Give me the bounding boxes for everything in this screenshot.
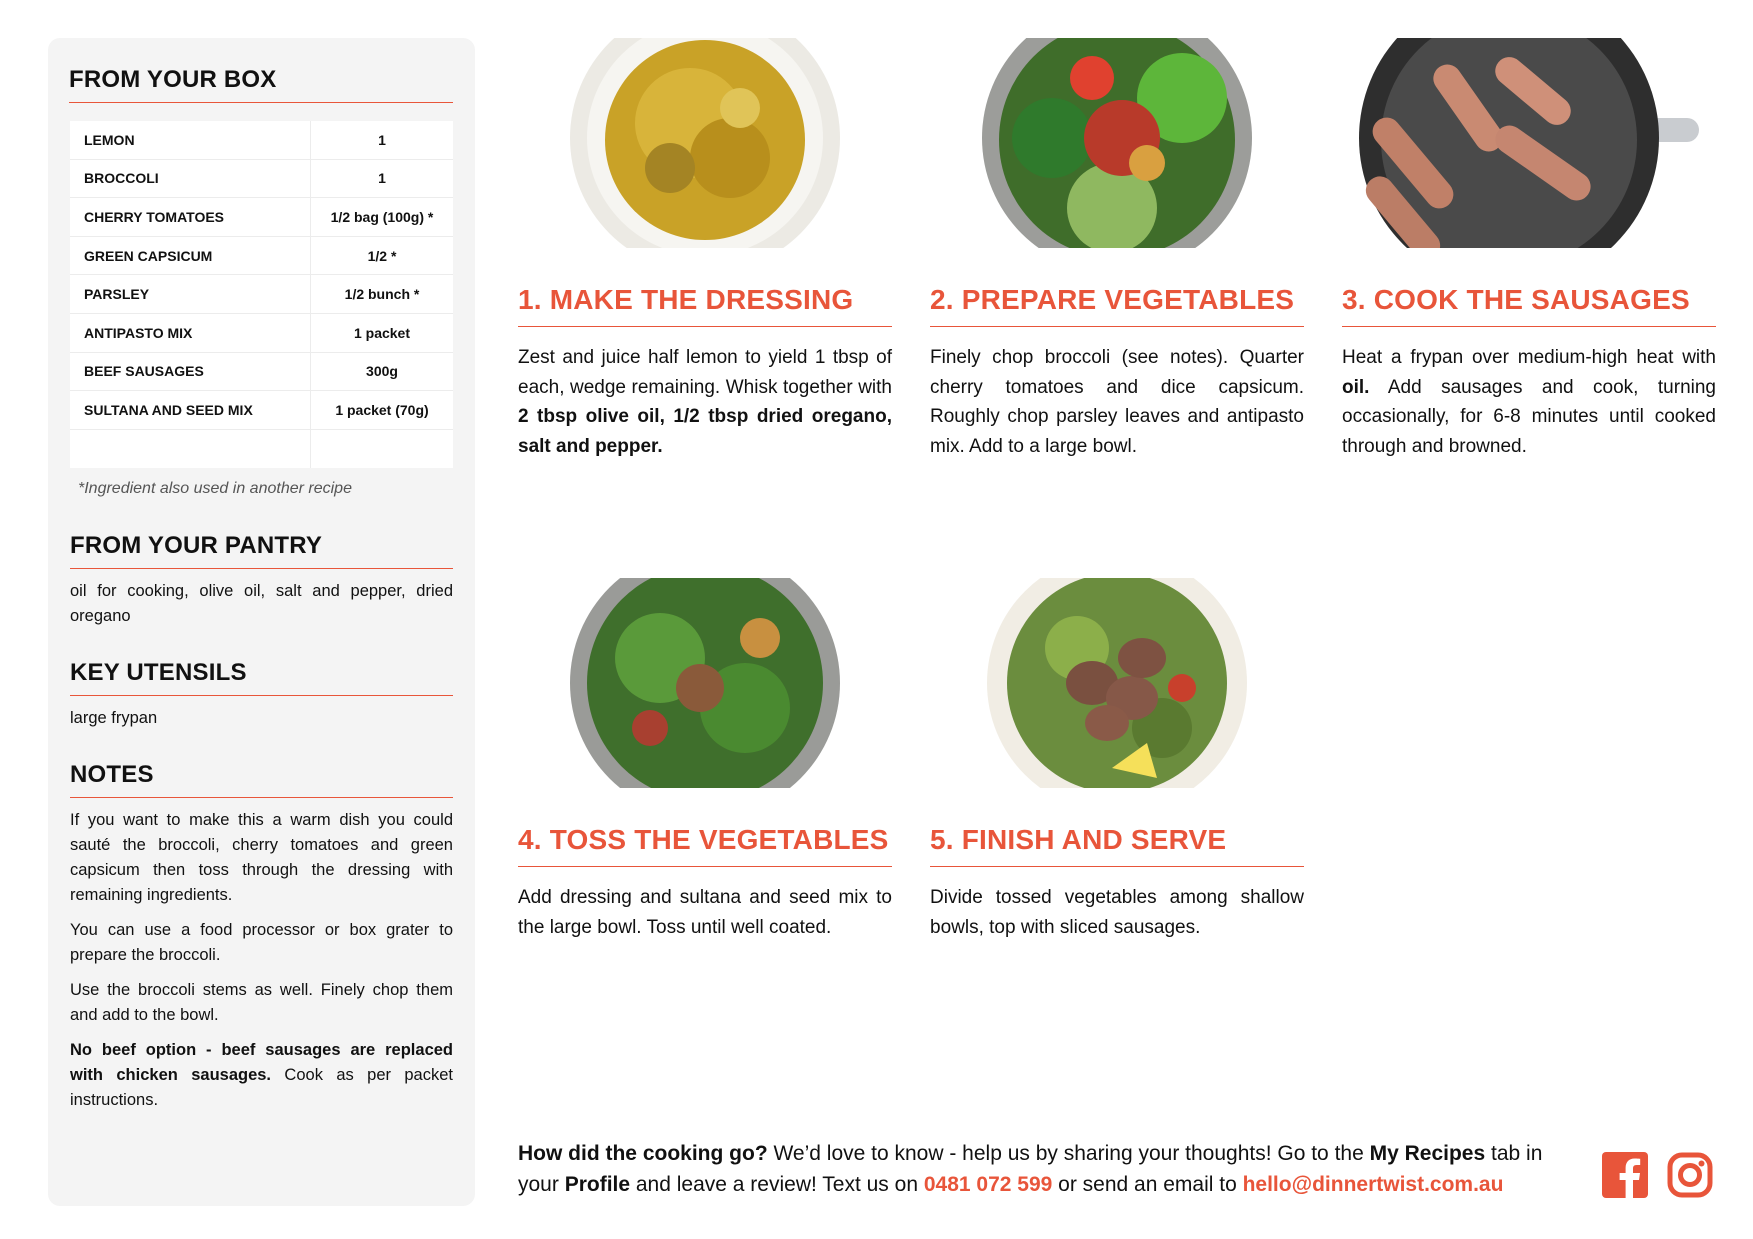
notes-section — [70, 761, 453, 1113]
step-3 — [1342, 38, 1716, 461]
note-4 — [70, 1038, 453, 1113]
facebook-icon[interactable] — [1602, 1152, 1648, 1203]
from-your-box-heading: FROM YOUR BOX — [69, 66, 453, 103]
ingredient-row — [70, 275, 453, 314]
ingredient-quantity: 1/2 bag (100g) * — [311, 198, 454, 237]
profile-link[interactable]: Profile — [564, 1173, 631, 1196]
step-1-text-a: Zest and juice half lemon to yield 1 tbsp of each, wedge remaining. Whisk together with — [518, 347, 892, 398]
ingredient-quantity: 1/2 * — [311, 236, 454, 275]
step-5 — [930, 578, 1304, 942]
ingredient-quantity: 1 — [311, 159, 454, 198]
step-2 — [930, 38, 1304, 461]
note-4-rest: Cook as per packet instructions. — [70, 1065, 453, 1109]
ingredient-quantity: 1/2 bunch * — [311, 275, 454, 314]
dressing-photo — [570, 38, 840, 248]
footer-text-3: and leave a review! Text us on — [630, 1173, 924, 1196]
ingredient-row — [70, 313, 453, 352]
ingredient-name: LEMON — [70, 121, 311, 159]
sausages-photo — [1359, 38, 1699, 248]
ingredient-row-empty — [70, 429, 453, 468]
note-4-bold: No beef option - beef sausages are replaced with chicken sausages. — [70, 1040, 453, 1084]
my-recipes-link[interactable]: My Recipes — [1369, 1142, 1486, 1165]
step-1-text — [518, 343, 892, 461]
finished-dish-photo — [982, 578, 1252, 788]
footer-text-2: tab in your — [518, 1142, 1543, 1196]
ingredient-quantity: 1 packet (70g) — [311, 391, 454, 430]
footer-text-1: We’d love to know - help us by sharing your thoughts! Go to the — [767, 1142, 1370, 1165]
ingredient-name: BEEF SAUSAGES — [70, 352, 311, 391]
step-4-text-a: Add dressing and sultana and seed mix to the large bowl. Toss until well coated. — [518, 887, 892, 938]
step-3-text-b: Add sausages and cook, turning occasionally, for 6-8 minutes until cooked through and browned. — [1342, 376, 1716, 457]
note-2: You can use a food processor or box grater to prepare the broccoli. — [70, 920, 453, 964]
step-2-title: 2. PREPARE VEGETABLES — [930, 284, 1304, 327]
ingredient-quantity: 1 — [311, 121, 454, 159]
step-5-title: 5. FINISH AND SERVE — [930, 824, 1304, 867]
footer-text-4: or send an email to — [1052, 1173, 1243, 1196]
ingredient-name: SULTANA AND SEED MIX — [70, 391, 311, 430]
pantry-section — [70, 532, 453, 629]
step-3-title: 3. COOK THE SAUSAGES — [1342, 284, 1716, 327]
ingredient-name: BROCCOLI — [70, 159, 311, 198]
instagram-icon[interactable] — [1667, 1152, 1713, 1203]
ingredient-row — [70, 391, 453, 430]
ingredient-row — [70, 352, 453, 391]
email-link[interactable]: hello@dinnertwist.com.au — [1242, 1173, 1504, 1196]
ingredient-row — [70, 159, 453, 198]
step-3-bold-a: oil. — [1342, 376, 1370, 398]
step-3-text — [1342, 343, 1716, 461]
ingredient-row — [70, 236, 453, 275]
step-1 — [518, 38, 892, 461]
key-utensils-heading: KEY UTENSILS — [70, 659, 453, 696]
ingredients-table — [70, 121, 453, 468]
step-2-text — [930, 343, 1304, 461]
utensils-text: large frypan — [70, 708, 158, 727]
note-1: If you want to make this a warm dish you could sauté the broccoli, cherry tomatoes and green capsicum then toss through the dressing with remaining ingredients. — [70, 810, 453, 904]
step-4-text — [518, 883, 892, 942]
step-1-bold-a: 2 tbsp olive oil, 1/2 tbsp dried oregano, salt and pepper. — [518, 406, 892, 457]
step-5-text-a: Divide tossed vegetables among shallow bowls, top with sliced sausages. — [930, 887, 1304, 938]
notes-heading: NOTES — [70, 761, 453, 798]
ingredient-name: GREEN CAPSICUM — [70, 236, 311, 275]
empty-cell — [311, 429, 454, 468]
note-3: Use the broccoli stems as well. Finely chop them and add to the bowl. — [70, 980, 453, 1024]
ingredient-quantity: 1 packet — [311, 313, 454, 352]
ingredient-row — [70, 121, 453, 159]
from-your-pantry-heading: FROM YOUR PANTRY — [70, 532, 453, 569]
step-4-title: 4. TOSS THE VEGETABLES — [518, 824, 892, 867]
step-3-text-a: Heat a frypan over medium-high heat with — [1342, 347, 1716, 368]
step-2-text-a: Finely chop broccoli (see notes). Quarter cherry tomatoes and dice capsicum. Roughly chop parsley leaves and antipasto mix. Add to a large bowl. — [930, 347, 1304, 457]
ingredient-quantity: 300g — [311, 352, 454, 391]
ingredient-footnote: *Ingredient also used in another recipe — [78, 479, 352, 497]
step-4 — [518, 578, 892, 942]
vegetables-photo — [982, 38, 1252, 248]
ingredient-name: PARSLEY — [70, 275, 311, 314]
step-1-title: 1. MAKE THE DRESSING — [518, 284, 892, 327]
ingredient-name: ANTIPASTO MIX — [70, 313, 311, 352]
tossed-vegetables-photo — [570, 578, 840, 788]
ingredient-row — [70, 198, 453, 237]
feedback-footer — [518, 1138, 1578, 1200]
utensils-section — [70, 659, 453, 731]
ingredients-sidebar — [48, 38, 475, 1206]
step-5-text — [930, 883, 1304, 942]
empty-cell — [70, 429, 311, 468]
pantry-text: oil for cooking, olive oil, salt and pepper, dried oregano — [70, 581, 453, 625]
feedback-question: How did the cooking go? — [518, 1142, 768, 1165]
ingredient-name: CHERRY TOMATOES — [70, 198, 311, 237]
phone-link[interactable]: 0481 072 599 — [923, 1173, 1053, 1196]
